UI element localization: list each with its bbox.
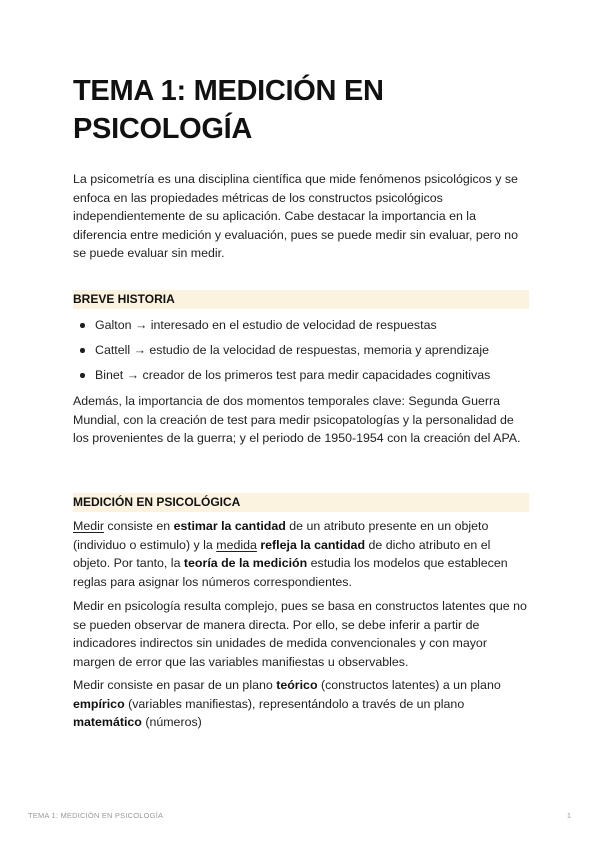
page-number: 1 — [566, 811, 571, 820]
bullet-icon — [80, 323, 85, 328]
text-run: de un atributo presente en un objeto (individuo o estimulo) y la — [73, 519, 489, 552]
section-heading-breve-historia: BREVE HISTORIA — [73, 290, 529, 309]
list-item — [73, 366, 529, 385]
term-medida: medida — [216, 537, 257, 552]
list-item-text: Binet → creador de los primeros test para medir capacidades cognitivas — [95, 368, 491, 383]
list-item-text: Galton → interesado en el estudio de velocidad de respuestas — [95, 318, 437, 332]
list-item — [73, 341, 529, 360]
text-run: (constructos latentes) a un plano — [317, 678, 501, 692]
measurement-planes-paragraph — [73, 676, 529, 732]
text-run: (variables manifiestas), representándolo a través de un plano — [124, 696, 465, 711]
list-item — [73, 316, 529, 335]
measurement-definition-paragraph — [73, 517, 529, 591]
bullet-icon — [80, 373, 85, 378]
term-estimar-cantidad: estimar la cantidad — [173, 519, 286, 533]
measurement-complexity-paragraph: Medir en psicología resulta complejo, pues se basa en constructos latentes que no se pueden observar de manera directa. Por ello, se debe inferir a partir de indicadores indirectos sin unidades de medida convencionales y con mayor margen de error que las variables manifiestas u observables. — [73, 599, 527, 669]
footer-title: TEMA 1: MEDICIÓN EN PSICOLOGÍA — [28, 811, 164, 820]
text-run: consiste en — [103, 519, 174, 533]
intro-paragraph: La psicometría es una disciplina científica que mide fenómenos psicológicos y se enfoca en las propiedades métricas de los constructos psicológicos independientemente de su aplicación. Cabe destacar la importancia en la diferencia entre medición y evaluación, pues se puede medir sin evaluar, pero no se puede evaluar sin medir. — [73, 172, 518, 260]
term-teoria-medicion: teoría de la medición — [183, 556, 308, 570]
text-run: de dicho atributo en el objeto. Por tanto, la — [73, 537, 491, 570]
term-teorico: teórico — [276, 678, 318, 692]
history-list — [73, 316, 529, 391]
text-run: estudia los modelos que establecen reglas para asignar los números correspondientes. — [73, 556, 508, 589]
term-matematico: matemático — [73, 715, 142, 729]
text-run: Medir consiste en pasar de un plano — [73, 678, 277, 692]
list-item-text: Cattell → estudio de la velocidad de respuestas, memoria y aprendizaje — [95, 343, 489, 358]
term-empirico: empírico — [73, 696, 125, 711]
section-heading-medicion: MEDICIÓN EN PSICOLÓGICA — [73, 493, 529, 512]
term-refleja-cantidad: refleja la cantidad — [260, 537, 366, 552]
page-title: TEMA 1: MEDICIÓN EN PSICOLOGÍA — [73, 75, 384, 145]
term-medir: Medir — [73, 519, 104, 533]
text-run: (números) — [141, 715, 202, 729]
bullet-icon — [80, 348, 85, 353]
history-paragraph: Además, la importancia de dos momentos temporales clave: Segunda Guerra Mundial, con la creación de test para medir psicopatologías y la personalidad de los provenientes de la guerra; y el periodo de 1950-1954 con la creación del APA. — [73, 394, 521, 445]
